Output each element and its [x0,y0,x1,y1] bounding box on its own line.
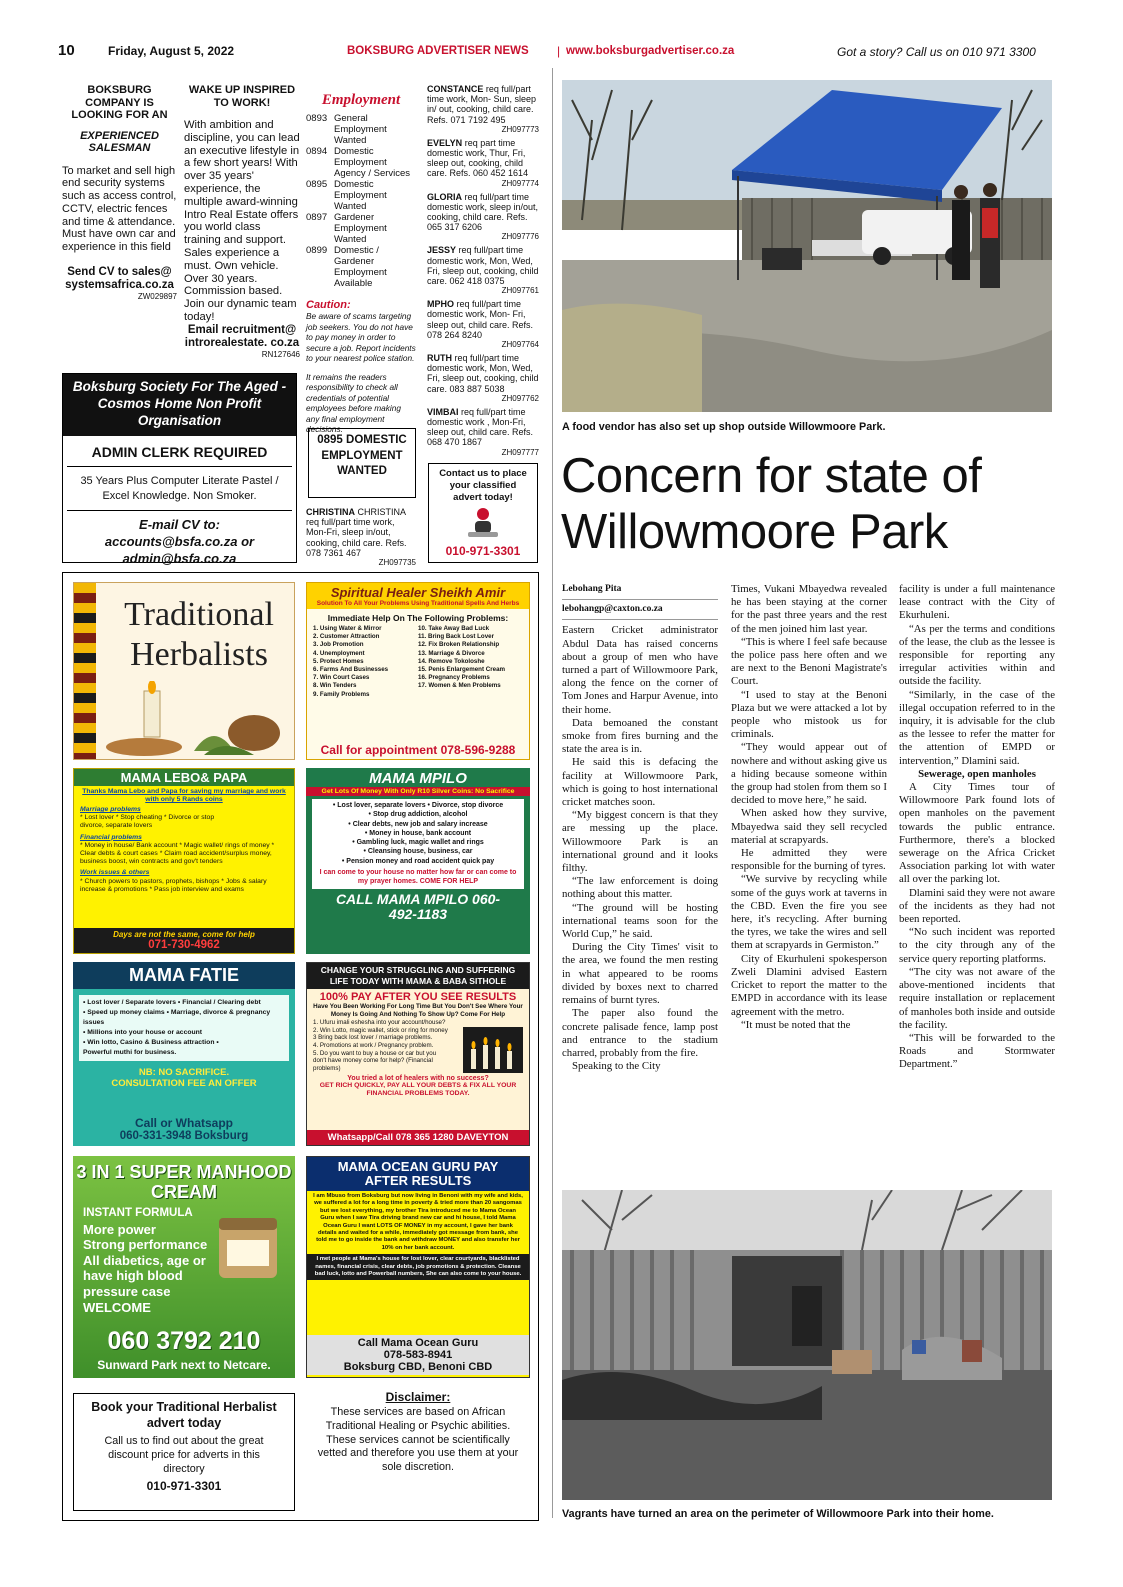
fatie-fee: CONSULTATION FEE AN OFFER [111,1078,257,1089]
ad-title: WAKE UP INSPIRED TO WORK! [188,84,296,109]
contact-text: Contact us to place your classified advert today! [439,468,527,503]
sithole-ad [306,962,530,1146]
lebo-intro: Thanks Mama Lebo and Papa for saving my marriage and work with only 5 Rands coins [82,788,286,803]
article-column-1: Lebohang Pita lebohangp@caxton.co.za Eastern Cricket administrator Abdul Data has raised concerns about a group of men who have turned a part of Willowmoore Park, along the fence on the corner of Tom Jones and Harpur Avenue, into their home. Data bemoaned the constant smoke from fires burning and the state the area is in. He said this is defacing the facility at Willowmoore Park, which is going to host international cricket matches soon. “My biggest concern is that they are messing up the place. Willowmoore Park is an international ground and it looks filthy. “The law enforcement is doing nothing about this matter. “The ground will be hosting international teams soon for the World Cup,” he said. During the City Times' visit to the area, we found the men resting in what appeared to be rooms divided by boxes next to charred remains of burnt tyres. The paper also found the concrete palisade fence, lamp post and entrance to the stadium charred, probably from the fire. Speaking to the City [562,584,718,1073]
caution-title: Caution: [306,299,351,311]
sheikh-subtitle: Solution To All Your Problems Using Traditional Spells And Herbs [307,600,529,609]
mama-fatie-ad [73,962,295,1146]
intro-real-estate-ad [184,84,300,372]
category-list [306,113,416,289]
disclaimer-title: Disclaimer: [385,1390,451,1404]
book-herbalist-ad[interactable] [73,1393,295,1511]
classified-constance: CONSTANCE req full/part time work, Mon- Sun, sleep in/ out, cooking, child care. Refs. 071 7192 495 ZH097773 [427,84,539,134]
issue-date: Friday, August 5, 2022 [108,44,235,58]
ad-body: To market and sell high end security systems such as access control, CCTV, electric fences and time & attendance. Must have own car and experience in this field [62,164,177,254]
sithole-title: CHANGE YOUR STRUGGLING AND SUFFERING LIFE TODAY WITH MAMA & BABA SITHOLE [307,963,529,989]
contact-phone: 010-971-3301 [445,544,521,558]
sithole-rich: GET RICH QUICKLY, PAY ALL YOUR DEBTS & FIX ALL YOUR FINANCIAL PROBLEMS TODAY. [319,1082,517,1098]
fatie-nb: NB: NO SACRIFICE. [138,1067,230,1078]
fatie-cta: Call or Whatsapp 060-331-3948 Boksburg [119,1116,249,1142]
manhood-phone: 060 3792 210 [107,1327,261,1355]
manhood-place: Sunward Park next to Netcare. [97,1358,271,1372]
lebo-title: MAMA LEBO& PAPA [74,769,294,786]
contact-us-box[interactable] [428,463,538,563]
lebo-body: Marriage problems * Lost lover * Stop cheating * Divorce or stop divorce, separate lovers Financial problems * Money in house/ Bank account * Magic wallet/ rings of money * Clear debts & court cases * Claim road accident/surplus money, business boost, win contracts and gov't tenders Work issues & others * Church powers to pastors, prophets, bishops * Jobs & salary increase & promotions * Pass job interview and exams [80,806,275,893]
category-0894: 0894 Domestic Employment Agency / Services [306,146,411,179]
classified-jessy: JESSY req full/part time domestic work, Mon, Wed, Fri, sleep out, cooking, child care. 062 418 0375 ZH097761 [427,245,539,296]
classified-evelyn: EVELYN req part time domestic work, Thur, Fri, sleep out, cooking, child care. Refs. 060 452 1614 ZH097774 [427,137,539,188]
ad-cta: Send CV to sales@ systemsafrica.co.za [65,266,174,292]
sheikh-amir-ad [306,582,530,760]
lebo-footer: Days are not the same, come for help 071-730-4962 [74,928,294,953]
mpilo-list: • Lost lover, separate lovers • Divorce, stop divorce • Stop drug addiction, alcohol • Clear debts, new job and salary increase • Money in house, bank account • Gambling luck, magic wallet and rings • Cleansing house, business, car • Pension money and road accident quick pay I can come to your house no matter how far or can come to my prayer homes. COME FOR HELP [312,799,524,889]
page-number: 10 [58,42,75,59]
manhood-lines: INSTANT FORMULA More power Strong performance All diabetics, age or have high blood pressure case WELCOME [83,1207,208,1315]
book-title: Book your Traditional Herbalist advert today [91,1400,277,1430]
mpilo-cta: CALL MAMA MPILO 060-492-1183 [335,890,501,922]
sheikh-cta: Call for appointment 078-596-9288 [320,743,516,757]
byline: Lebohang Pita [562,584,622,594]
manhood-cream-ad [73,1156,295,1378]
sheikh-heading: Immediate Help On The Following Problems: [327,613,509,623]
sithole-banner: 100% PAY AFTER YOU SEE RESULTS [319,991,517,1003]
mama-lebo-ad [73,768,295,954]
category-0897: 0897 Gardener Employment Wanted [306,212,387,245]
vagrants-photo [562,1190,1052,1500]
fatie-list: • Lost lover / Separate lovers • Financial / Clearing debt • Speed up money claims • Marriage, divorce & pregnancy issues • Millions into your house or account • Win lotto, Casino & Business attraction • Powerful muthi for business. [79,995,289,1061]
bsfa-heading: ADMIN CLERK REQUIRED [91,444,268,460]
classified-ruth: RUTH req full/part time domestic work, Mon, Wed, Fri, sleep out, cooking, child care. 083 887 5038 ZH097762 [427,353,539,403]
ad-role: EXPERIENCED SALESMAN [80,129,159,154]
ad-body-2: Sales experience a must. Own vehicle. Over 30 years. Commission based. Join our dynamic team today! [184,246,297,323]
bsfa-admin-clerk-ad [62,373,297,566]
classified-gloria: GLORIA req full/part time domestic work, sleep in/out, cooking, child care. Refs. 065 317 6206 ZH097776 [427,191,539,242]
page-header [0,42,1123,62]
ocean-title: MAMA OCEAN GURU PAY AFTER RESULTS [307,1157,529,1191]
bsfa-cta: E-mail CV to: accounts@bsfa.co.za or admin@bsfa.co.za [104,517,255,566]
website-link[interactable]: www.boksburgadvertiser.co.za [566,45,735,57]
classified-list [427,84,539,461]
ocean-cta: Call Mama Ocean Guru 078-583-8941 Boksburg CBD, Benoni CBD [307,1335,529,1375]
bottom-photo-caption: Vagrants have turned an area on the perimeter of Willowmoore Park into their home. [562,1508,994,1520]
classified-vimbai: VIMBAI req full/part time domestic work , Mon-Fri, sleep out, child care. Refs. 068 470 1867 ZH097777 [427,406,539,457]
author-email[interactable]: lebohangp@caxton.co.za [562,604,663,615]
mpilo-title: MAMA MPILO [369,770,467,787]
sithole-cta: Whatsapp/Call 078 365 1280 DAVEYTON [307,1130,529,1145]
category-0899: 0899 Domestic / Gardener Employment Available [306,245,387,289]
security-sales-ad [62,84,177,372]
mama-mpilo-ad [306,768,530,954]
sithole-intro: Have You Been Working For Long Time But You Don't See Where Your Money Is Going And Nothing To Show Up? Come For Help [313,1003,523,1018]
mpilo-subtitle: Get Lots Of Money With Only R10 Silver Coins: No Sacrifice [306,787,530,796]
classified-mpho: MPHO req full/part time domestic work, Mon- Fri, sleep out, child care. Refs. 078 264 8240 ZH097764 [427,299,539,350]
column-divider [552,68,553,1518]
food-vendor-photo [562,80,1052,412]
disclaimer-body: These services are based on African Traditional Healing or Psychic abilities. These services cannot be scientifically vetted and therefore you use them at your sole discretion. [317,1406,519,1474]
candles-icon [463,1027,523,1073]
caution-text: Be aware of scams targeting job seekers. You do not have to pay money in order to secure a job. Report incidents to your nearest police station. [306,311,416,363]
tip-line: Got a story? Call us on 010 971 3300 [837,45,1036,59]
cream-jar-icon [213,1214,283,1284]
ad-title: BOKSBURG COMPANY IS LOOKING FOR AN [71,84,168,121]
category-0893: 0893 General Employment Wanted [306,113,387,146]
article-column-2: Times, Vukani Mbayedwa revealed he has been staying at the corner for the past three years and the rest of the men joined him last year. “This is where I feel safe because the police pass here often and we are next to the Benoni Magistrate's Court. “I used to stay at the Benoni Plaza but we were attacked a lot by people who mistook us for criminals. “They would appear out of nowhere and without asking give us a hiding because someone within the group had stolen from them so I decided to move here,” he said. When asked how they survive, Mbayedwa said they sell recycled material at scrapyards. He admitted they were responsible for the burning of tyres. “We survive by recycling while some of the guys work at taverns in the CBD. Even the fire you see here, it's recycling. After burning the tyres, we take the wires and sell them at scrapyards in Germiston.” City of Ekurhuleni spokesperson Zweli Dlamini advised Eastern Cricket to report the matter to the EMPD in accordance with its lease agreement with the metro. “It must be noted that the [731,583,887,1031]
disclaimer [306,1390,530,1477]
sithole-list: 1. Ufuru imali eshesha into your account/house? 2. Win Lotto, magic wallet, stick or ring for money 3 Bring back lost lover / marriage problems. 4. Promotions at work / Pregnancy problem. 5. Do you want to buy a house or car but you don't have money come for help? (Financial problems) [313,1019,448,1072]
manhood-title: 3 IN 1 SUPER MANHOOD CREAM [76,1162,292,1202]
article-subhead: Sewerage, open manholes [918,767,1036,780]
article-column-3: facility is under a full maintenance lease contract with the City of Ekurhuleni. “As per the terms and conditions of the lease, the club as the lessee is responsible for reporting any irregular activities within and outside the facility. “Similarly, in the case of the illegal occupation referred to in the inquiry, it is advisable for the club as the lessee to refer the matter for the attention of EMPD or intervention,” Dlamini said. Sewerage, open manholes A City Times tour of Willowmoore Park found lots of open manholes on the pavement towards the public entrance. Furthermore, there's a blocked sewerage on the Africa Cricket Association parking lot with water all over the parking lot. Dlamini said they were not aware of the incidents as they had not been reported. “No such incident was reported to the city through any of the service query reporting platforms. “The city was not aware of the above-mentioned incidents that require installation or replacement of manholes both inside and outside the facility. “This will be forwarded to the Roads and Stormwater Department.” [899,583,1055,1071]
bsfa-requirements: 35 Years Plus Computer Literate Pastel / Excel Knowledge. Non Smoker. [80,475,279,502]
top-photo-caption: A food vendor has also set up shop outside Willowmoore Park. [562,421,886,433]
domestic-employment-box: 0895 DOMESTIC EMPLOYMENT WANTED [308,428,416,498]
employment-index [306,84,416,434]
sheikh-lists: 1. Using Water & Mirror 2. Customer Attraction 3. Job Promotion 4. Unemployment 5. Protect Homes 6. Farms And Businesses 7. Win Court Cases 8. Win Tenders 9. Family Problems 10. Take Away Bad Luck 11. Bring Back Lost Lover 12. Fix Broken Relationship 13. Marriage & Divorce 14. Remove Tokoloshe 15. Penis Enlargement Cream 16. Pregnancy Problems 17. Women & Men Problems [313,625,506,698]
sheikh-title: Spiritual Healer Sheikh Amir [307,583,529,600]
bsfa-banner [63,374,296,436]
book-body: Call us to find out about the great discount price for adverts in this directory [104,1435,264,1475]
book-phone: 010-971-3301 [146,1479,222,1494]
ocean-help: I met people at Mama's house for lost lover, clear courtyards, blacklisted names, financial crisis, clear debts, job promotions & protection. Cleanse bad luck, lotto and Powerball numbers, She can also come to your house. [307,1254,529,1280]
christina-classified: CHRISTINA CHRISTINA req full/part time work, Mon-Fri, sleep in/out, cooking, child care. Refs. 078 7361 467 ZH097735 [306,507,416,568]
phone-person-icon [463,505,503,539]
caution-text-2: It remains the readers responsibility to check all credentials of potential employees before making any final employment decisions. [306,371,402,434]
fatie-title: MAMA FATIE [73,962,295,989]
bsfa-title: Boksburg Society For The Aged - Cosmos Home Non Profit Organisation [72,379,287,428]
ad-ref: ZW029897 [137,292,177,302]
article-headline: Concern for state of Willowmoore Park [561,449,982,559]
category-0895: 0895 Domestic Employment Wanted [306,179,387,212]
herbs-candle-icon [104,681,294,760]
ocean-story: I am Mbuso from Boksburg but now living in Benoni with my wife and kids, we suffered a lot for a long time in poverty & tried more than 20 sangomas but we lost everything, my brother Tira introduced me to Mama Ocean Guru when I saw Tira driving brand new car and hi house, I told Mama Ocean Guru I want LOTS OF MONEY in my account, I gave her bank details and waited for a while, immediately got message from bank, she told me to go inside the bank and withdraw MONEY and also transfer her 10% on her bank account. [313,1193,523,1251]
ad-ref: RN127646 [261,349,300,359]
herbalists-title: Traditional Herbalists [124,596,274,673]
sithole-tried: You tried a lot of healers with no success? [347,1075,489,1083]
masthead: BOKSBURG ADVERTISER NEWS [347,45,529,57]
employment-title: Employment [321,92,401,108]
traditional-herbalists-ad [73,582,295,760]
ad-cta: Email recruitment@ introrealestate. co.za [184,323,300,349]
masthead-divider: | [557,44,561,58]
mama-ocean-guru-ad [306,1156,530,1378]
ad-body: With ambition and discipline, you can lead an executive lifestyle in a few short years! With over 35 years' experience, the multiple award-winning Intro Real Estate offers you world class training and support. [184,119,300,247]
